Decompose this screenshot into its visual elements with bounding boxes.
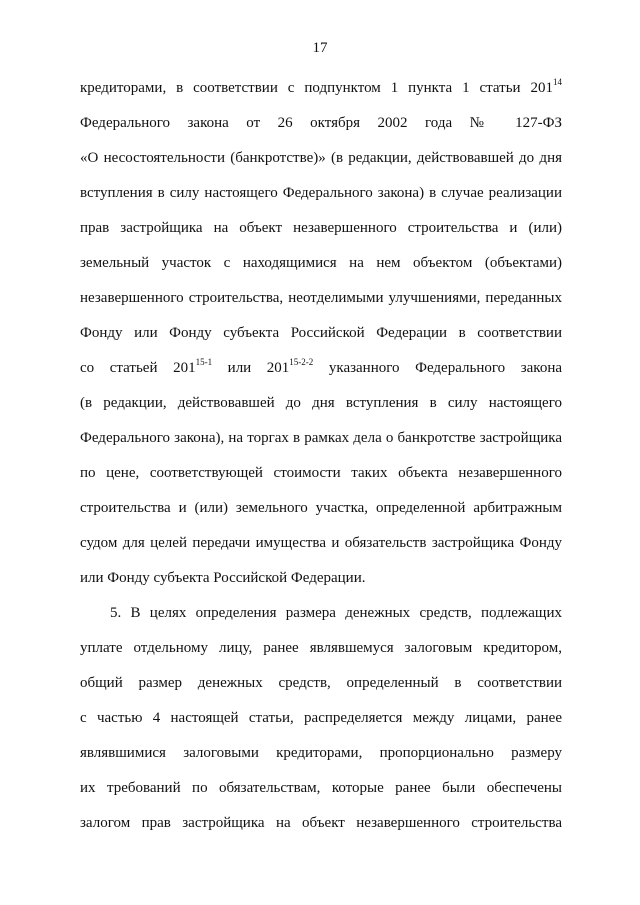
text-line: уплате отдельному лицу, ранее являвшемуся залоговым кредитором, xyxy=(80,640,562,656)
text-line: вступления в силу настоящего Федерального закона) в случае реализации xyxy=(80,185,562,201)
text-line: 5. В целях определения размера денежных средств, подлежащих xyxy=(110,605,562,621)
text-line: со статьей 201$^{15-1}$ или 201$^{15-2-2}$ указанного Федерального закона xyxy=(80,357,563,376)
text-line: Федерального закона от 26 октября 2002 года № 127-ФЗ xyxy=(80,115,562,131)
text-line: «О несостоятельности (банкротстве)» (в редакции, действовавшей до дня xyxy=(80,150,562,166)
text-line: незавершенного строительства, неотделимыми улучшениями, переданных xyxy=(80,290,562,306)
text-line: судом для целей передачи имущества и обязательств застройщика Фонду xyxy=(80,535,562,551)
text-line: земельный участок с находящимися на нем объектом (объектами) xyxy=(80,255,562,271)
text-line: Фонду или Фонду субъекта Российской Федерации в соответствии xyxy=(80,325,562,341)
text-line: являвшимися залоговыми кредиторами, пропорционально размеру xyxy=(80,745,562,761)
page-number: 17 xyxy=(312,40,328,56)
text-line: кредиторами, в соответствии с подпунктом 1 пункта 1 статьи $201^{14}$ xyxy=(80,77,562,96)
text-line: или Фонду субъекта Российской Федерации. xyxy=(80,570,366,586)
text-line: строительства и (или) земельного участка, определенной арбитражным xyxy=(80,500,562,516)
text-line: (в редакции, действовавшей до дня вступления в силу настоящего xyxy=(80,395,562,411)
text-line: их требований по обязательствам, которые ранее были обеспечены xyxy=(80,780,562,796)
text-line: залогом прав застройщика на объект незавершенного строительства xyxy=(80,815,562,831)
text-line: прав застройщика на объект незавершенного строительства и (или) xyxy=(80,220,562,236)
text-line: с частью 4 настоящей статьи, распределяется между лицами, ранее xyxy=(80,710,562,726)
text-line: по цене, соответствующей стоимости таких объекта незавершенного xyxy=(80,465,562,481)
text-line: общий размер денежных средств, определенный в соответствии xyxy=(80,675,562,691)
text-line: Федерального закона), на торгах в рамках дела о банкротстве застройщика xyxy=(80,430,562,446)
